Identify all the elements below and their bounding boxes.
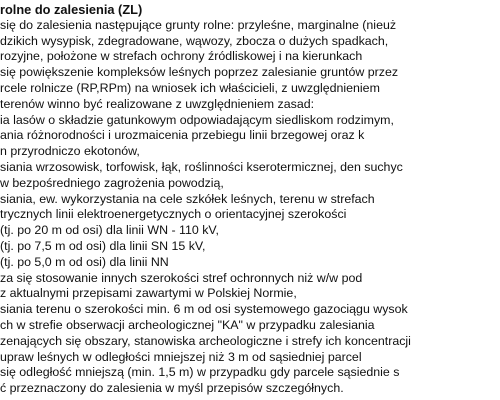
text-line: rcele rolnicze (RP,RPm) na wniosek ich właścicieli, z uwzględnieniem bbox=[0, 80, 380, 95]
text-line: rozyjne, położone w strefach ochrony źródliskowej i na kierunkach bbox=[0, 49, 363, 64]
text-line: siania wrzosowisk, torfowisk, łąk, roślinności kserotermicznej, den suchyc bbox=[0, 159, 403, 174]
text-line: się powiększenie kompleksów leśnych poprzez zalesianie gruntów przez bbox=[0, 65, 399, 80]
text-line: upraw leśnych w odległości mniejszej niż 3 m od sąsiedniej parcel bbox=[0, 349, 362, 364]
document-body bbox=[0, 2, 500, 397]
text-line: terenów winno być realizowane z uwzględnieniem zasad: bbox=[0, 96, 315, 111]
text-line: zenających się obszary, stanowiska archeologiczne i strefy ich koncentracji bbox=[0, 333, 411, 348]
text-line: siania, ew. wykorzystania na cele szkółek leśnych, terenu w strefach bbox=[0, 191, 375, 206]
text-line: (tj. po 20 m od osi) dla linii WN - 110 kV, bbox=[0, 223, 219, 238]
text-line: siania terenu o szerokości min. 6 m od osi systemowego gazociągu wysok bbox=[0, 302, 408, 317]
text-line: ć przeznaczony do zalesienia w myśl przepisów szczegółnych. bbox=[0, 381, 344, 396]
text-line: n przyrodniczo ekotonów, bbox=[0, 144, 140, 159]
text-line: się do zalesienia następujące grunty rolne: przyleśne, marginalne (nieuż bbox=[0, 17, 397, 32]
text-line: w bezpośredniego zagrożenia powodzią, bbox=[0, 175, 224, 190]
text-line: się odległość mniejszą (min. 1,5 m) w przypadku gdy parcele sąsiednie s bbox=[0, 365, 400, 380]
text-line: (tj. po 7,5 m od osi) dla linii SN 15 kV, bbox=[0, 238, 206, 253]
section-heading: rolne do zalesienia (ZL) bbox=[0, 2, 143, 17]
text-line: dzikich wysypisk, zdegradowane, wąwozy, zbocza o dużych spadkach, bbox=[0, 33, 389, 48]
text-line: (tj. po 5,0 m od osi) dla linii NN bbox=[0, 254, 169, 269]
text-line: ch w strefie obserwacji archeologicznej "KA" w przypadku zalesiania bbox=[0, 317, 375, 332]
text-line: trycznych linii elektroenergetycznych o orientacyjnej szerokości bbox=[0, 207, 347, 222]
text-line: za się stosowanie innych szerokości stref ochronnych niż w/w pod bbox=[0, 270, 363, 285]
text-line: z aktualnymi przepisami zawartymi w Polskiej Normie, bbox=[0, 286, 297, 301]
text-line: ia lasów o składzie gatunkowym odpowiadającym siedliskom rodzimym, bbox=[0, 112, 394, 127]
text-line: ania różnorodności i urozmaicenia przebiegu linii brzegowej oraz k bbox=[0, 128, 365, 143]
